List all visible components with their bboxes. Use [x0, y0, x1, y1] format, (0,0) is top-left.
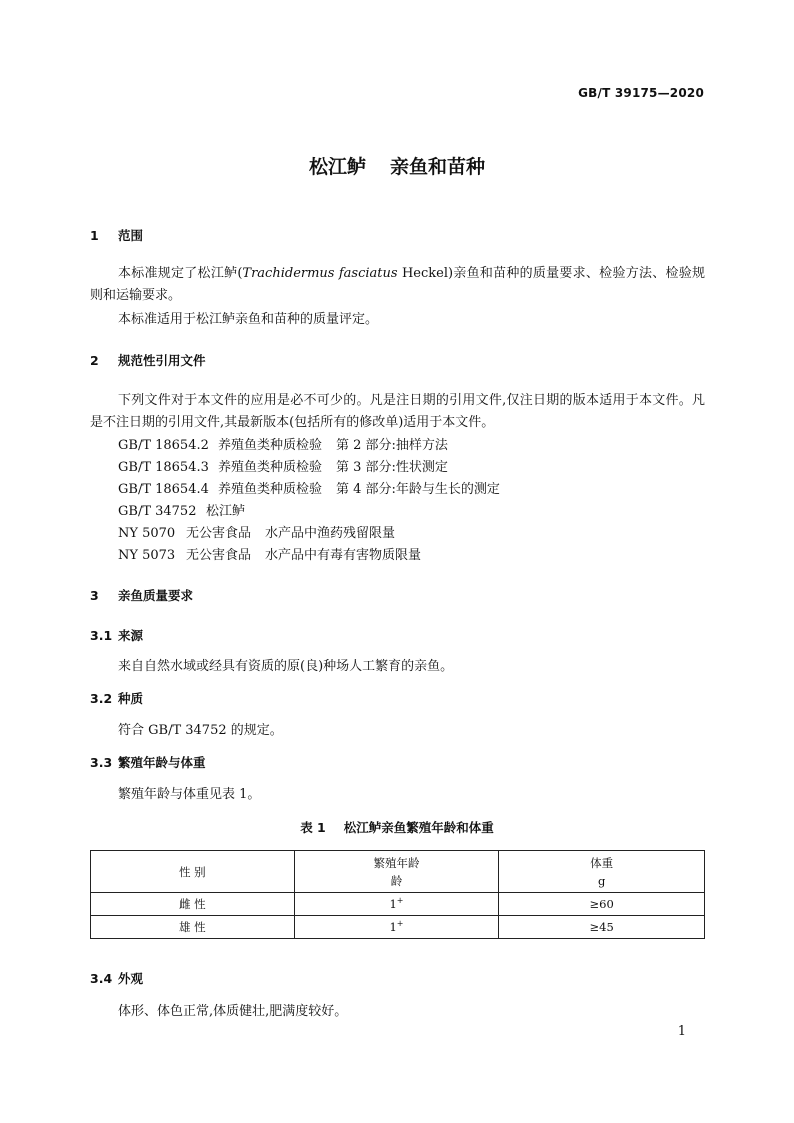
cell-age: 1+ — [294, 893, 499, 916]
title-part-2: 亲鱼和苗种 — [390, 156, 486, 178]
section-1-heading: 1 范围 — [90, 228, 144, 243]
table-row — [91, 916, 705, 939]
table-row — [91, 893, 705, 916]
latin-species-name: Trachidermus fasciatus — [242, 266, 398, 281]
section-3-heading: 3 亲鱼质量要求 — [90, 588, 194, 603]
section-1-paragraph-1: 本标准规定了松江鲈(Trachidermus fasciatus Heckel)亲鱼和苗种的质量要求、检验方法、检验规则和运输要求。 — [90, 266, 706, 303]
reference-item: NY 5070 无公害食品 水产品中渔药残留限量 — [118, 526, 396, 541]
header-sex: 性 别 — [91, 851, 295, 893]
reference-item: GB/T 18654.4 养殖鱼类种质检验 第 4 部分:年龄与生长的测定 — [118, 482, 500, 497]
section-2-heading: 2 规范性引用文件 — [90, 353, 206, 368]
table-header-row — [91, 851, 705, 893]
header-breeding-age: 繁殖年龄 龄 — [294, 851, 499, 893]
section-3-4-text: 体形、体色正常,体质健壮,肥满度较好。 — [118, 1004, 348, 1019]
section-3-4-heading: 3.4 外观 — [90, 971, 144, 986]
header-body-weight: 体重 g — [499, 851, 705, 893]
section-3-1-heading: 3.1 来源 — [90, 628, 144, 643]
standard-code: GB/T 39175—2020 — [578, 86, 704, 100]
reference-item: GB/T 18654.2 养殖鱼类种质检验 第 2 部分:抽样方法 — [118, 438, 448, 453]
reference-item: GB/T 34752 松江鲈 — [118, 504, 246, 519]
reference-item: GB/T 18654.3 养殖鱼类种质检验 第 3 部分:性状测定 — [118, 460, 448, 475]
section-3-1-text: 来自自然水域或经具有资质的原(良)种场人工繁育的亲鱼。 — [118, 659, 454, 674]
cell-weight: ≥45 — [499, 916, 705, 939]
section-2-intro: 下列文件对于本文件的应用是必不可少的。凡是注日期的引用文件,仅注日期的版本适用于本文件。凡是不注日期的引用文件,其最新版本(包括所有的修改单)适用于本文件。 — [90, 393, 705, 430]
cell-sex: 雄 性 — [91, 916, 295, 939]
table-1 — [90, 850, 705, 939]
table-1-caption: 表 1 松江鲈亲鱼繁殖年龄和体重 — [300, 820, 494, 835]
reference-item: NY 5073 无公害食品 水产品中有毒有害物质限量 — [118, 548, 422, 563]
section-3-2-heading: 3.2 种质 — [90, 691, 144, 706]
cell-age: 1+ — [294, 916, 499, 939]
cell-weight: ≥60 — [499, 893, 705, 916]
page-number: 1 — [677, 1024, 686, 1039]
title-part-1: 松江鲈 — [308, 156, 366, 178]
cell-sex: 雌 性 — [91, 893, 295, 916]
section-1-paragraph-2: 本标准适用于松江鲈亲鱼和苗种的质量评定。 — [118, 312, 379, 327]
section-3-3-text: 繁殖年龄与体重见表 1。 — [118, 787, 261, 802]
document-title — [0, 152, 794, 179]
section-3-2-text: 符合 GB/T 34752 的规定。 — [118, 723, 283, 738]
section-3-3-heading: 3.3 繁殖年龄与体重 — [90, 755, 206, 770]
